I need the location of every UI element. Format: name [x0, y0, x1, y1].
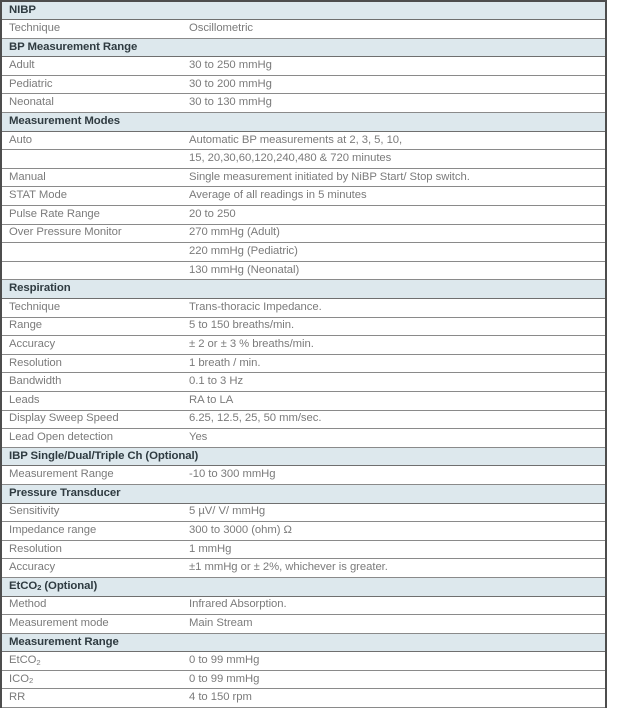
table-row	[1, 503, 606, 522]
spec-value-cell: 15, 20,30,60,120,240,480 & 720 minutes	[182, 150, 606, 169]
spec-value-cell: 30 to 250 mmHg	[182, 57, 606, 76]
table-row	[1, 522, 606, 541]
spec-value-cell: 0 to 99 mmHg	[182, 652, 606, 671]
table-row	[1, 224, 606, 243]
section-header-row	[1, 577, 606, 596]
spec-label-cell: Measurement mode	[1, 615, 182, 634]
section-header-label: Measurement Modes	[1, 113, 606, 132]
table-row	[1, 150, 606, 169]
section-header-label: IBP Single/Dual/Triple Ch (Optional)	[1, 447, 606, 466]
spec-value-cell: ± 2 or ± 3 % breaths/min.	[182, 336, 606, 355]
table-row	[1, 168, 606, 187]
spec-label-cell: Display Sweep Speed	[1, 410, 182, 429]
section-header-label: Respiration	[1, 280, 606, 299]
table-row	[1, 261, 606, 280]
table-row	[1, 187, 606, 206]
spec-label-cell: Bandwidth	[1, 373, 182, 392]
spec-label-cell: STAT Mode	[1, 187, 182, 206]
table-row	[1, 689, 606, 708]
spec-value-cell: 4 to 150 rpm	[182, 689, 606, 708]
table-row	[1, 670, 606, 689]
section-header-row	[1, 1, 606, 20]
spec-value-cell: 0 to 99 mmHg	[182, 670, 606, 689]
spec-value-cell: 220 mmHg (Pediatric)	[182, 243, 606, 262]
spec-label-cell: Measurement Range	[1, 466, 182, 485]
table-row	[1, 615, 606, 634]
spec-value-cell: 5 to 150 breaths/min.	[182, 317, 606, 336]
section-header-row	[1, 113, 606, 132]
spec-value-cell: -10 to 300 mmHg	[182, 466, 606, 485]
table-row	[1, 373, 606, 392]
section-header-label: BP Measurement Range	[1, 38, 606, 57]
spec-value-cell: 30 to 200 mmHg	[182, 75, 606, 94]
table-row	[1, 559, 606, 578]
spec-label-cell: RR	[1, 689, 182, 708]
spec-value-cell: 0.1 to 3 Hz	[182, 373, 606, 392]
spec-value-cell: 5 µV/ V/ mmHg	[182, 503, 606, 522]
spec-label-cell: Pulse Rate Range	[1, 206, 182, 225]
table-row	[1, 336, 606, 355]
spec-value-cell: 1 breath / min.	[182, 354, 606, 373]
spec-label-cell: Accuracy	[1, 559, 182, 578]
spec-label-cell: Pediatric	[1, 75, 182, 94]
spec-value-cell: Single measurement initiated by NiBP Start/ Stop switch.	[182, 168, 606, 187]
section-header-row	[1, 447, 606, 466]
spec-value-cell: 130 mmHg (Neonatal)	[182, 261, 606, 280]
table-row	[1, 57, 606, 76]
table-row	[1, 540, 606, 559]
section-header-label: Pressure Transducer	[1, 484, 606, 503]
spec-label-cell: Over Pressure Monitor	[1, 224, 182, 243]
spec-label-cell: EtCO$_2$	[1, 652, 182, 671]
spec-value-cell: Trans-thoracic Impedance.	[182, 299, 606, 318]
spec-value-cell: 6.25, 12.5, 25, 50 mm/sec.	[182, 410, 606, 429]
table-row	[1, 20, 606, 39]
spec-value-cell: Automatic BP measurements at 2, 3, 5, 10,	[182, 131, 606, 150]
table-row	[1, 596, 606, 615]
section-header-row	[1, 38, 606, 57]
table-row	[1, 391, 606, 410]
spec-label-cell	[1, 261, 182, 280]
spec-label-cell: Resolution	[1, 540, 182, 559]
spec-label-cell: Neonatal	[1, 94, 182, 113]
spec-value-cell: 30 to 130 mmHg	[182, 94, 606, 113]
spec-label-cell: Method	[1, 596, 182, 615]
spec-label-cell: Manual	[1, 168, 182, 187]
specifications-table-body	[1, 1, 606, 708]
section-header-row	[1, 633, 606, 652]
spec-label-cell: Leads	[1, 391, 182, 410]
spec-label-cell: Range	[1, 317, 182, 336]
spec-label-cell: Technique	[1, 299, 182, 318]
table-row	[1, 206, 606, 225]
table-row	[1, 466, 606, 485]
section-header-row	[1, 280, 606, 299]
spec-label-cell: Sensitivity	[1, 503, 182, 522]
spec-label-cell	[1, 243, 182, 262]
spec-value-cell: 20 to 250	[182, 206, 606, 225]
spec-label-cell: Technique	[1, 20, 182, 39]
spec-label-cell	[1, 150, 182, 169]
table-row	[1, 243, 606, 262]
spec-value-cell: Main Stream	[182, 615, 606, 634]
spec-label-cell: Accuracy	[1, 336, 182, 355]
table-row	[1, 131, 606, 150]
section-header-row	[1, 484, 606, 503]
spec-label-cell: Auto	[1, 131, 182, 150]
spec-value-cell: Average of all readings in 5 minutes	[182, 187, 606, 206]
spec-label-cell: Resolution	[1, 354, 182, 373]
spec-label-cell: $ICO_2$	[1, 670, 182, 689]
table-row	[1, 299, 606, 318]
spec-value-cell: 270 mmHg (Adult)	[182, 224, 606, 243]
spec-label-cell: Impedance range	[1, 522, 182, 541]
spec-label-cell: Lead Open detection	[1, 429, 182, 448]
table-row	[1, 75, 606, 94]
table-row	[1, 652, 606, 671]
section-header-label: EtCO$_2$ (Optional)	[1, 577, 606, 596]
table-row	[1, 354, 606, 373]
spec-value-cell: ±1 mmHg or ± 2%, whichever is greater.	[182, 559, 606, 578]
spec-value-cell: Yes	[182, 429, 606, 448]
spec-value-cell: 1 mmHg	[182, 540, 606, 559]
table-row	[1, 317, 606, 336]
table-row	[1, 410, 606, 429]
table-row	[1, 94, 606, 113]
spec-value-cell: 300 to 3000 (ohm) Ω	[182, 522, 606, 541]
section-header-label: NIBP	[1, 1, 606, 20]
section-header-label: Measurement Range	[1, 633, 606, 652]
spec-value-cell: Oscillometric	[182, 20, 606, 39]
table-row	[1, 429, 606, 448]
spec-value-cell: RA to LA	[182, 391, 606, 410]
spec-value-cell: Infrared Absorption.	[182, 596, 606, 615]
spec-label-cell: Adult	[1, 57, 182, 76]
